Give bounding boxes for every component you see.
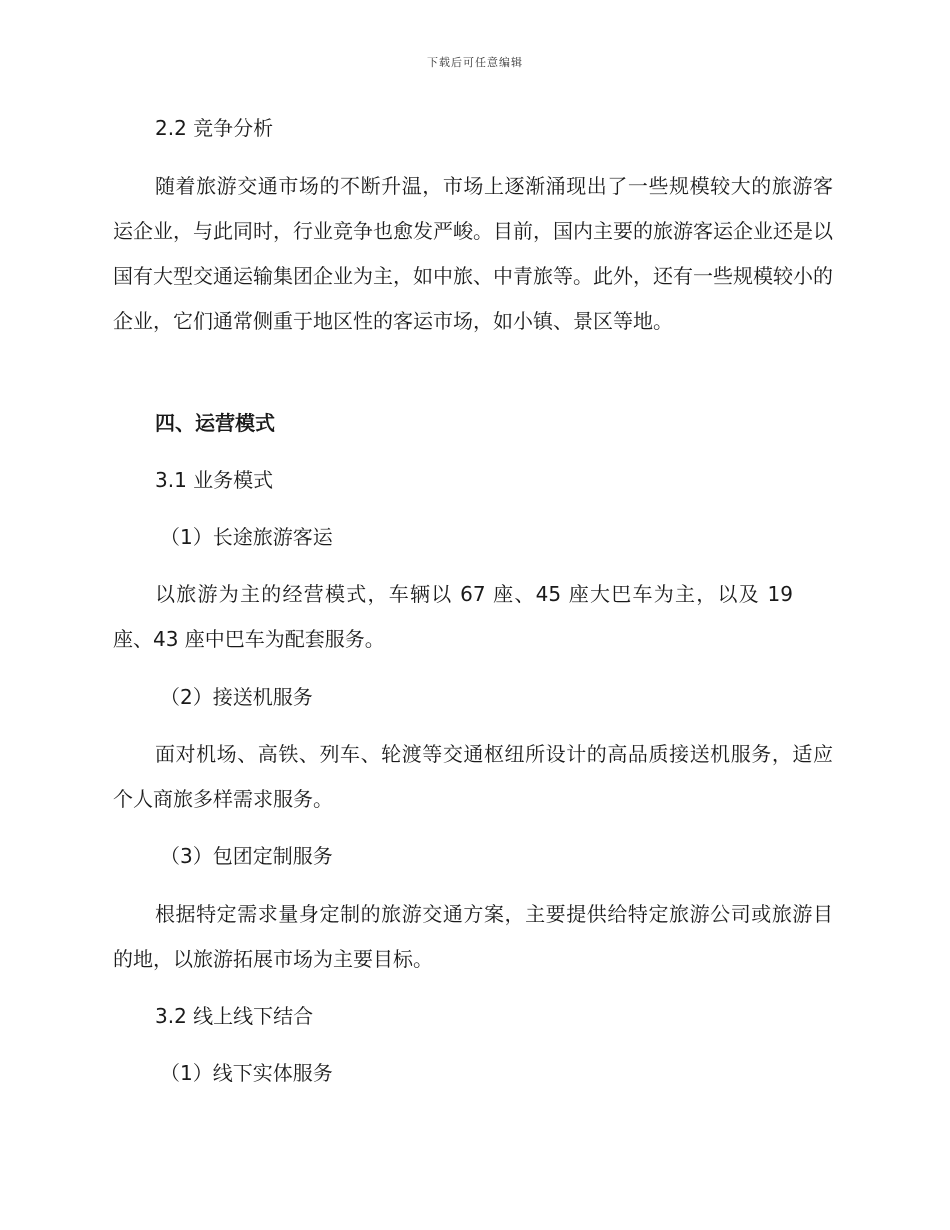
paragraph-airport-transfer: 面对机场、高铁、列车、轮渡等交通枢纽所设计的高品质接送机服务，适应个人商旅多样需求服务。 — [113, 742, 833, 811]
paragraph-long-distance: 以旅游为主的经营模式，车辆以 67 座、45 座大巴车为主，以及 19 座、43 座中巴车为配套服务。 — [113, 582, 793, 651]
paragraph-competition-analysis: 随着旅游交通市场的不断升温，市场上逐渐涌现出了一些规模较大的旅游客运企业，与此同时，行业竞争也愈发严峻。目前，国内主要的旅游客运企业还是以国有大型交通运输集团企业为主，如中旅、中青旅等。此外，还有一些规模较小的企业，它们通常侧重于地区性的客运市场，如小镇、景区等地。 — [113, 174, 833, 333]
section-heading-3-1: 3.1 业务模式 — [155, 468, 274, 492]
item-heading-long-distance: （1）长途旅游客运 — [160, 525, 333, 549]
section-heading-3-2: 3.2 线上线下结合 — [155, 1004, 314, 1028]
item-heading-airport-transfer: （2）接送机服务 — [160, 685, 313, 709]
page-header: 下载后可任意编辑 — [427, 56, 523, 69]
item-heading-offline-service: （1）线下实体服务 — [160, 1061, 333, 1085]
chapter-heading-operating-model: 四、运营模式 — [155, 411, 275, 435]
paragraph-group-custom: 根据特定需求量身定制的旅游交通方案，主要提供给特定旅游公司或旅游目的地，以旅游拓展市场为主要目标。 — [113, 902, 833, 971]
item-heading-group-custom: （3）包团定制服务 — [160, 844, 333, 868]
section-heading-2-2: 2.2 竞争分析 — [155, 116, 274, 140]
